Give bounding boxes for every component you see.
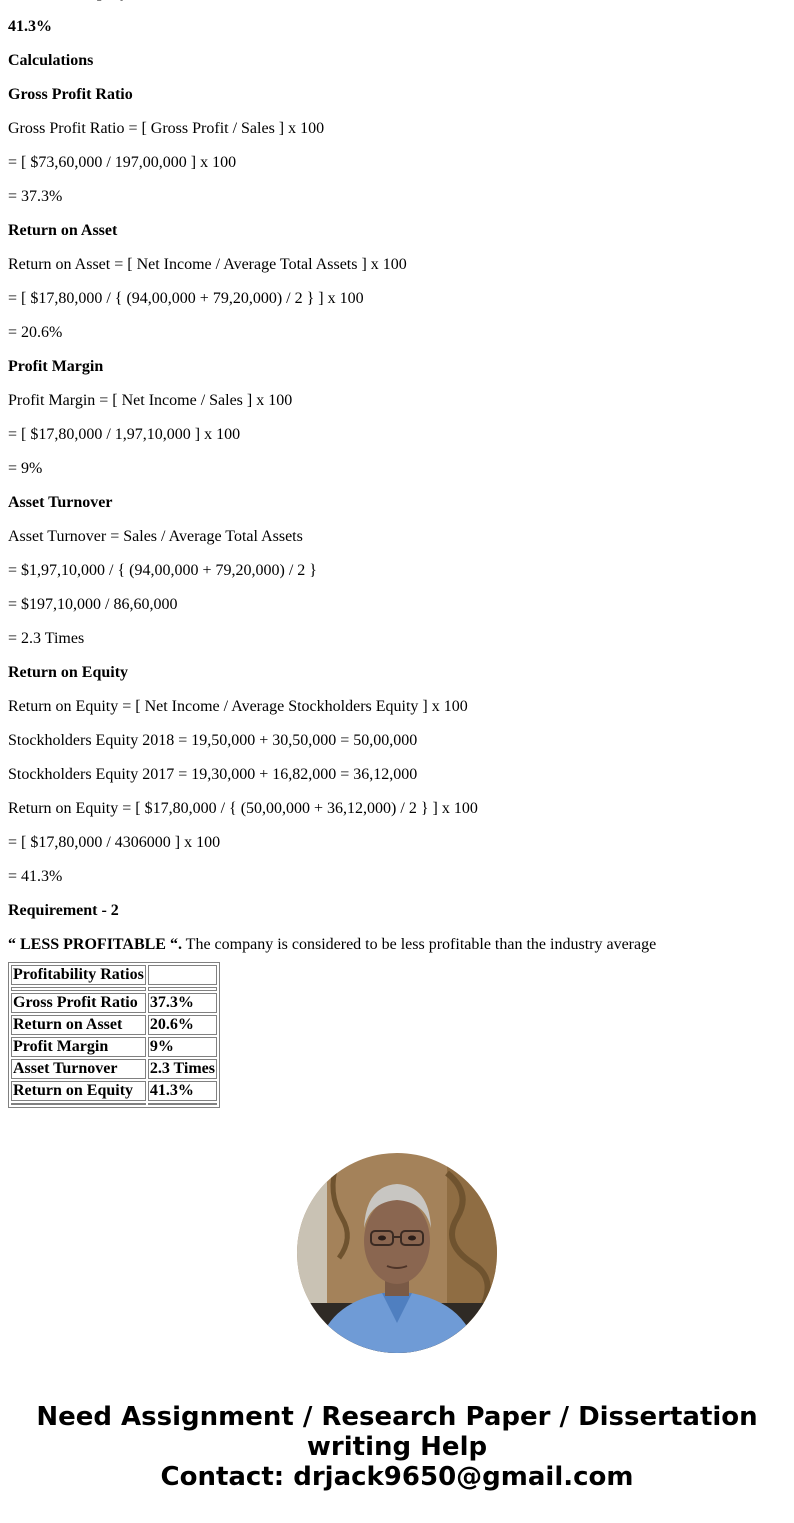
remark-text: The company is considered to be less profitable than the industry average: [181, 936, 657, 953]
table-trailing-row: [11, 1103, 217, 1105]
ratio-value-cell: 37.3%: [148, 993, 217, 1013]
calculation-line: = 20.6%: [8, 324, 63, 341]
calculation-line: = 2.3 Times: [8, 630, 85, 647]
calculation-line: Return on Asset = [ Net Income / Average Total Assets ] x 100: [8, 256, 407, 273]
section-heading: Gross Profit Ratio: [8, 86, 133, 103]
section-heading: Requirement - 2: [8, 902, 119, 919]
ratio-label-cell: Gross Profit Ratio: [11, 993, 146, 1013]
calculation-line: = 37.3%: [8, 188, 63, 205]
table-divider-cell: [11, 987, 146, 991]
promo-contact: Contact: drjack9650@gmail.com: [160, 1462, 634, 1492]
calculation-line: = [ $17,80,000 / { (94,00,000 + 79,20,000) / 2 } ] x 100: [8, 290, 364, 307]
calculation-line: Gross Profit Ratio = [ Gross Profit / Sales ] x 100: [8, 120, 325, 137]
section-heading: [8, 0, 786, 18]
author-avatar: [297, 1153, 497, 1353]
calculation-line: Asset Turnover = Sales / Average Total Assets: [8, 528, 303, 545]
section-heading: Calculations: [8, 52, 94, 69]
table-divider-row: [11, 987, 217, 991]
calculation-line: Return on Equity = [ $17,80,000 / { (50,00,000 + 36,12,000) / 2 } ] x 100: [8, 800, 478, 817]
calculation-line: = [ $17,80,000 / 4306000 ] x 100: [8, 834, 221, 851]
table-trailing-cell: [148, 1103, 217, 1105]
section-heading: Return on Equity: [8, 664, 129, 681]
calculation-line: = [ $17,80,000 / 1,97,10,000 ] x 100: [8, 426, 241, 443]
promo-banner: [0, 1402, 794, 1492]
table-row: [11, 1015, 217, 1035]
section-heading: Profit Margin: [8, 358, 104, 375]
profitability-remark: [8, 936, 786, 962]
table-header-cell: Profitability Ratios: [13, 966, 144, 983]
calculation-line: = $1,97,10,000 / { (94,00,000 + 79,20,000) / 2 }: [8, 562, 317, 579]
section-heading: Asset Turnover: [8, 494, 113, 511]
table-row: [11, 1037, 217, 1057]
section-heading: Return on Asset: [8, 222, 118, 239]
calculation-line: = [ $73,60,000 / 197,00,000 ] x 100: [8, 154, 237, 171]
table-row: [11, 993, 217, 1013]
calculation-line: = 9%: [8, 460, 43, 477]
ratio-value-cell: 2.3 Times: [149, 1060, 216, 1077]
calculation-lines: [8, 0, 786, 936]
ratio-value-cell: 41.3%: [148, 1081, 217, 1101]
table-header-row: [11, 965, 217, 985]
table-header-empty-cell: [148, 965, 217, 985]
calculation-line: Return on Equity = [ Net Income / Average Stockholders Equity ] x 100: [8, 698, 468, 715]
remark-verdict: “ LESS PROFITABLE “.: [8, 936, 182, 953]
ratio-value-cell: 20.6%: [148, 1015, 217, 1035]
ratio-label-cell: Asset Turnover: [11, 1059, 146, 1079]
calculation-line: Stockholders Equity 2018 = 19,50,000 + 30,50,000 = 50,00,000: [8, 732, 418, 749]
table-row: [11, 1081, 217, 1101]
table-trailing-cell: [11, 1103, 146, 1105]
author-photo: [297, 1153, 497, 1353]
ratio-label-cell: Return on Asset: [11, 1015, 146, 1035]
section-heading: 41.3%: [8, 18, 52, 35]
calculation-line: = 41.3%: [8, 868, 63, 885]
profitability-ratios-table: [8, 962, 220, 1108]
calculation-line: = $197,10,000 / 86,60,000: [8, 596, 178, 613]
calculation-line: Profit Margin = [ Net Income / Sales ] x 100: [8, 392, 293, 409]
ratio-value-cell: 9%: [148, 1037, 217, 1057]
promo-line-1: Need Assignment / Research Paper / Dissertation: [36, 1402, 758, 1432]
table-row: [11, 1059, 217, 1079]
promo-line-2: writing Help: [306, 1432, 488, 1462]
document-body: [8, 0, 786, 1108]
ratio-label-cell: Profit Margin: [11, 1037, 146, 1057]
table-divider-cell: [148, 987, 217, 991]
ratio-label-cell: Return on Equity: [11, 1081, 146, 1101]
calculation-line: Stockholders Equity 2017 = 19,30,000 + 16,82,000 = 36,12,000: [8, 766, 418, 783]
